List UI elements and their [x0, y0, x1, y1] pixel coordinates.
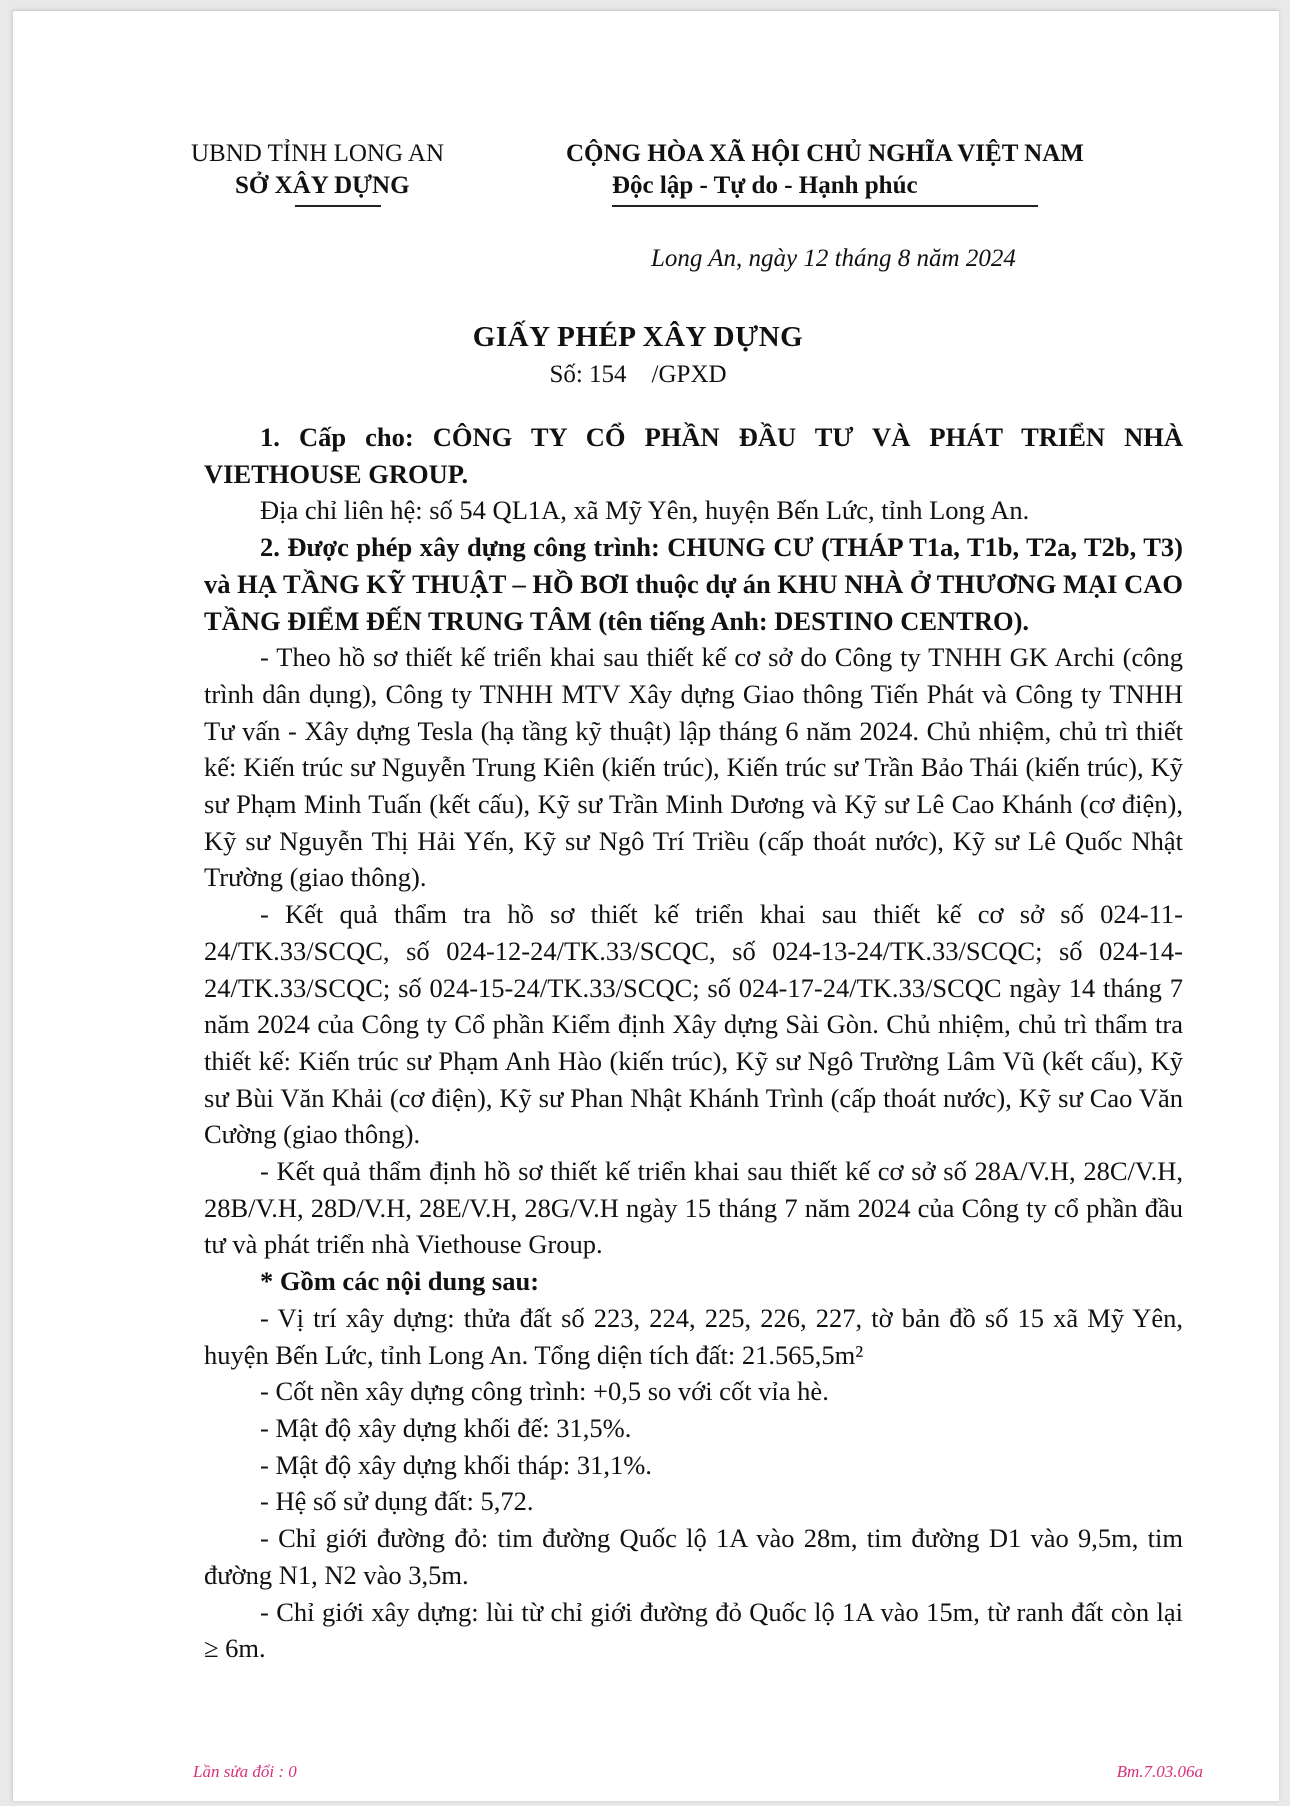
item-floor-level: - Cốt nền xây dựng công trình: +0,5 so với cốt vỉa hè. [260, 1376, 829, 1407]
issuer-underline [295, 205, 381, 207]
grantee-label: 1. Cấp cho: [260, 422, 433, 452]
design-dossier-paragraph: - Theo hồ sơ thiết kế triển khai sau thiết kế cơ sở do Công ty TNHH GK Archi (công trình dân dụng), Công ty TNHH MTV Xây dựng Giao thông Tiến Phát và Công ty TNHH Tư vấn - Xây dựng Tesla (hạ tầng kỹ thuật) lập tháng 6 năm 2024. Chủ nhiệm, chủ trì thiết kế: Kiến trúc sư Nguyễn Trung Kiên (kiến trúc), Kiến trúc sư Trần Bảo Thái (kiến trúc), Kỹ sư Phạm Minh Tuấn (kết cấu), Kỹ sư Trần Minh Dương và Kỹ sư Lê Cao Khánh (cơ điện), Kỹ sư Nguyễn Thị Hải Yến, Kỹ sư Ngô Trí Triều (cấp thoát nước), Kỹ sư Lê Quốc Nhật Trường (giao thông). [204, 642, 1183, 893]
revision-note: Lần sửa đổi : 0 [193, 1762, 297, 1781]
appraisal-paragraph: - Kết quả thẩm định hồ sơ thiết kế triển khai sau thiết kế cơ sở số 28A/V.H, 28C/V.H, 28B/V.H, 28D/V.H, 28E/V.H, 28G/V.H ngày 15 tháng 7 năm 2024 của Công ty cổ phần đầu tư và phát triển nhà Viethouse Group. [204, 1156, 1183, 1260]
item-red-line: - Chỉ giới đường đỏ: tim đường Quốc lộ 1A vào 28m, tim đường D1 vào 9,5m, tim đường N1, N2 vào 3,5m. [204, 1523, 1183, 1590]
grantee-paragraph [204, 419, 1183, 492]
permit-number: Số: 154 /GPXD [549, 361, 727, 388]
permitted-works: 2. Được phép xây dựng công trình: CHUNG CƯ (THÁP T1a, T1b, T2a, T2b, T3) và HẠ TẦNG KỸ THUẬT – HỒ BƠI thuộc dự án KHU NHÀ Ở THƯƠNG MẠI CAO TẦNG ĐIỂM ĐẾN TRUNG TÂM (tên tiếng Anh: DESTINO CENTRO). [204, 532, 1183, 636]
grantee-company: CÔNG TY CỔ PHẦN ĐẦU TƯ VÀ PHÁT TRIỂN NHÀ VIETHOUSE GROUP. [204, 422, 1184, 489]
form-code: Bm.7.03.06a [1116, 1762, 1203, 1781]
item-building-line: - Chỉ giới xây dựng: lùi từ chỉ giới đường đỏ Quốc lộ 1A vào 15m, từ ranh đất còn lại ≥ 6m. [204, 1596, 1183, 1664]
item-density-tower: - Mật độ xây dựng khối tháp: 31,1%. [260, 1449, 652, 1480]
grantee-address: Địa chỉ liên hệ: số 54 QL1A, xã Mỹ Yên, huyện Bến Lức, tỉnh Long An. [260, 495, 1030, 526]
document-page [12, 10, 1279, 1801]
document-title: GIẤY PHÉP XÂY DỰNG [472, 321, 804, 353]
document-body [204, 419, 1183, 1667]
item-density-base: - Mật độ xây dựng khối đế: 31,5%. [260, 1412, 632, 1443]
motto-underline [612, 205, 1038, 207]
issuer-department: SỞ XÂY DỰNG [235, 172, 410, 199]
national-motto: Độc lập - Tự do - Hạnh phúc [612, 172, 918, 199]
issue-date: Long An, ngày 12 tháng 8 năm 2024 [651, 245, 1016, 272]
item-land-use-ratio: - Hệ số sử dụng đất: 5,72. [260, 1486, 534, 1517]
item-location: - Vị trí xây dựng: thửa đất số 223, 224, 225, 226, 227, tờ bản đồ số 15 xã Mỹ Yên, huyện Bến Lức, tỉnh Long An. Tổng diện tích đất: 21.565,5m² [204, 1302, 1183, 1370]
verification-paragraph: - Kết quả thẩm tra hồ sơ thiết kế triển khai sau thiết kế cơ sở số 024-11-24/TK.33/SCQC, số 024-12-24/TK.33/SCQC, số 024-13-24/TK.33/SCQC; số 024-14-24/TK.33/SCQC; số 024-15-24/TK.33/SCQC; số 024-17-24/TK.33/SCQC ngày 14 tháng 7 năm 2024 của Công ty Cổ phần Kiểm định Xây dựng Sài Gòn. Chủ nhiệm, chủ trì thẩm tra thiết kế: Kiến trúc sư Phạm Anh Hào (kiến trúc), Kỹ sư Ngô Trường Lâm Vũ (kết cấu), Kỹ sư Bùi Văn Khải (cơ điện), Kỹ sư Phan Nhật Khánh Trình (cấp thoát nước), Kỹ sư Cao Văn Cường (giao thông). [204, 899, 1183, 1150]
issuer-authority: UBND TỈNH LONG AN [191, 140, 445, 167]
national-title: CỘNG HÒA XÃ HỘI CHỦ NGHĨA VIỆT NAM [566, 140, 1084, 167]
contents-heading: * Gồm các nội dung sau: [260, 1266, 540, 1297]
